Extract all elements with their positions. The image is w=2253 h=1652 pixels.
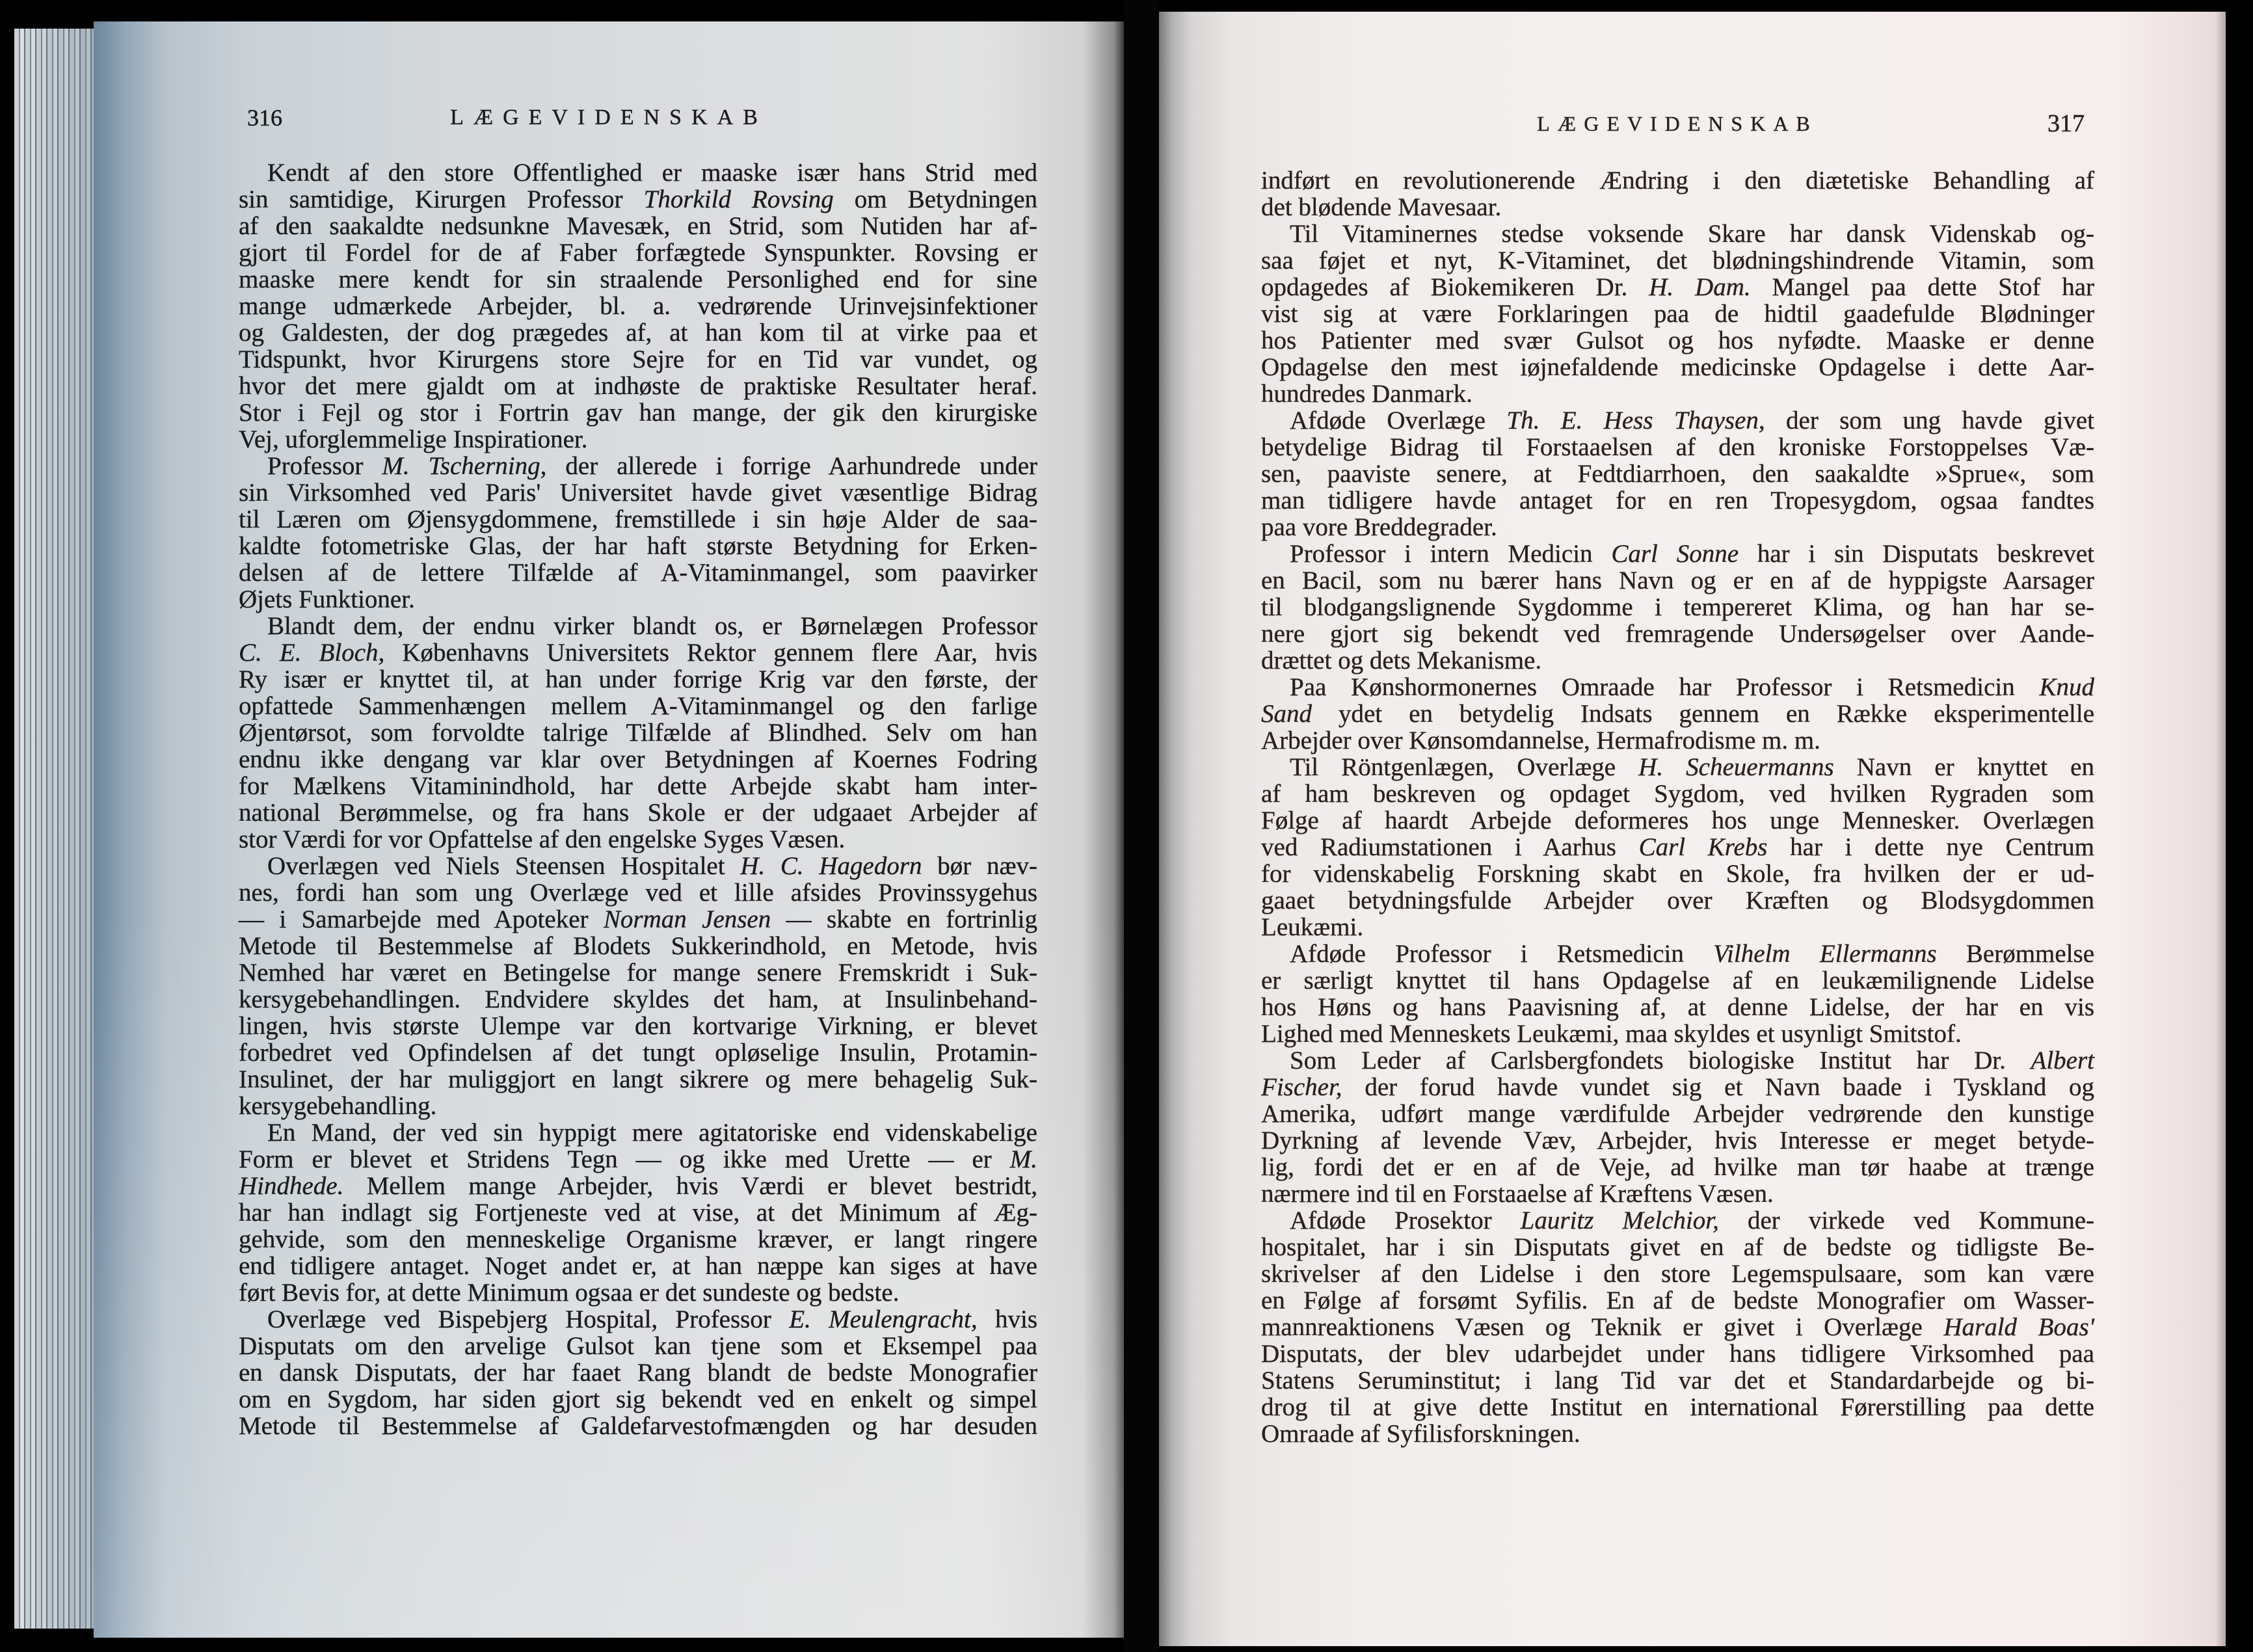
- text-run: sin samtidige, Kirurgen Professor: [239, 185, 644, 213]
- text-run: Overlægen ved Niels Steensen Hospitalet: [267, 852, 741, 880]
- text-run: Tidspunkt, hvor Kirurgens store Sejre for en Tid var vundet, og: [239, 345, 1037, 373]
- text-run: Amerika, udført mange værdifulde Arbejder vedrørende den kunstige: [1261, 1100, 2094, 1128]
- text-line: [1261, 1234, 2094, 1260]
- text-run: Professor: [267, 452, 382, 480]
- text-line: [239, 293, 1037, 319]
- text-line: [239, 906, 1037, 933]
- text-line: [239, 1199, 1037, 1226]
- text-run: indført en revolutionerende Ændring i den diætetiske Behandling af: [1261, 167, 2094, 194]
- paragraph: [239, 453, 1037, 613]
- italic-name: H. C. Hagedorn: [740, 852, 922, 880]
- text-line: [1261, 567, 2094, 594]
- page-number: 316: [247, 105, 282, 131]
- text-run: ført Bevis for, at dette Minimum ogsaa er det sundeste og bedste.: [239, 1279, 900, 1307]
- text-line: [239, 879, 1037, 906]
- text-line: [239, 773, 1037, 799]
- text-run: Disputats om den arvelige Gulsot kan tjene som et Eksempel paa: [239, 1332, 1037, 1360]
- text-run: mannreaktionens Væsen og Teknik er givet i Overlæge: [1261, 1313, 1944, 1341]
- text-line: [1261, 914, 2094, 940]
- text-run: En Mand, der ved sin hyppigt mere agitatoriske end videnskabelige: [267, 1119, 1037, 1147]
- text-line: [239, 319, 1037, 346]
- text-line: [239, 1066, 1037, 1093]
- text-run: om en Sygdom, har siden gjort sig bekendt ved en enkelt og simpel: [239, 1385, 1037, 1413]
- text-run: der allerede i forrige Aarhundrede under: [546, 452, 1037, 480]
- text-run: hundredes Danmark.: [1261, 380, 1473, 408]
- italic-name: M. Tscherning,: [382, 452, 547, 480]
- text-run: Berømmelse: [1936, 940, 2094, 968]
- text-run: Opdagelse den mest iøjnefaldende medicinske Opdagelse i dette Aar-: [1261, 353, 2094, 381]
- text-run: Navn er knyttet en: [1833, 753, 2094, 781]
- text-run: Nemhed har været en Betingelse for mange senere Fremskridt i Suk-: [239, 959, 1037, 987]
- text-line: [1261, 1394, 2094, 1420]
- text-line: [1261, 1287, 2094, 1314]
- italic-name: Albert: [2031, 1046, 2094, 1074]
- text-run: drættet og dets Mekanisme.: [1261, 646, 1542, 674]
- text-run: opfattede Sammenhængen mellem A-Vitaminmangel og den farlige: [239, 692, 1037, 720]
- text-line: [239, 799, 1037, 826]
- text-line: [239, 1146, 1037, 1173]
- paragraph: [1261, 220, 2094, 407]
- text-line: [1261, 487, 2094, 514]
- paragraph: [1261, 167, 2094, 220]
- text-run: af den saakaldte nedsunkne Mavesæk, en Strid, som Nutiden har af-: [239, 212, 1037, 240]
- text-line: [1261, 1127, 2094, 1154]
- text-run: saa føjet et nyt, K-Vitaminet, det blødningshindrende Vitamin, som: [1261, 246, 2094, 274]
- text-line: [239, 639, 1037, 666]
- paragraph: [1261, 540, 2094, 674]
- text-line: [239, 613, 1037, 639]
- text-line: [239, 426, 1037, 453]
- text-run: sin Virksomhed ved Paris' Universitet havde givet væsentlige Bidrag: [239, 479, 1037, 507]
- text-line: [1261, 647, 2094, 674]
- text-line: [1261, 194, 2094, 220]
- text-run: Til Röntgenlægen, Overlæge: [1290, 753, 1639, 781]
- text-line: [239, 559, 1037, 586]
- text-run: for videnskabelig Forskning skabt en Skole, fra hvilken der er ud-: [1261, 860, 2094, 888]
- paragraph: [1261, 1207, 2094, 1447]
- text-run: — i Samarbejde med Apoteker: [239, 905, 604, 933]
- text-line: [1261, 887, 2094, 914]
- text-line: [1261, 300, 2094, 327]
- text-line: [1261, 1154, 2094, 1180]
- text-run: Til Vitaminernes stedse voksende Skare har dansk Videnskab og-: [1290, 220, 2094, 248]
- text-run: gjort til Fordel for de af Faber forfægtede Synspunkter. Rovsing er: [239, 239, 1037, 267]
- text-run: end tidligere antaget. Noget andet er, at han næppe kan siges at have: [239, 1252, 1037, 1280]
- text-run: ydet en betydelig Indsats gennem en Række eksperimentelle: [1312, 700, 2094, 728]
- text-line: [239, 1039, 1037, 1066]
- text-run: en Følge af forsømt Syfilis. En af de bedste Monografier om Wasser-: [1261, 1286, 2094, 1314]
- paragraph: [1261, 754, 2094, 940]
- italic-name: Thorkild Rovsing: [643, 185, 834, 213]
- text-line: [1261, 407, 2094, 434]
- text-run: Følge af haardt Arbejde deformeres hos unge Mennesker. Overlægen: [1261, 806, 2094, 834]
- italic-name: Lauritz Melchior,: [1520, 1206, 1719, 1234]
- text-run: — skabte en fortrinlig: [771, 905, 1037, 933]
- text-line: [239, 826, 1037, 853]
- text-run: lig, fordi det er en af de Veje, ad hvilke man tør haabe at trænge: [1261, 1153, 2094, 1181]
- text-run: vist sig at være Forklaringen paa de hidtil gaadefulde Blødninger: [1261, 300, 2094, 328]
- text-run: en Bacil, som nu bærer hans Navn og er en af de hyppigste Aarsager: [1261, 566, 2094, 594]
- text-run: Metode til Bestemmelse af Blodets Sukkerindhold, en Metode, hvis: [239, 932, 1037, 960]
- text-run: Vej, uforglemmelige Inspirationer.: [239, 425, 588, 453]
- italic-name: Harald Boas': [1943, 1313, 2094, 1341]
- text-block: [239, 159, 1037, 1439]
- text-run: stor Værdi for vor Opfattelse af den engelske Syges Væsen.: [239, 825, 846, 853]
- text-line: [239, 506, 1037, 533]
- text-run: det blødende Mavesaar.: [1261, 193, 1502, 221]
- paragraph: [1261, 940, 2094, 1047]
- text-line: [1261, 780, 2094, 807]
- text-line: [1261, 274, 2094, 300]
- text-run: en dansk Disputats, der har faaet Rang blandt de bedste Monografier: [239, 1359, 1037, 1387]
- text-run: man tidligere havde antaget for en ren Tropesygdom, ogsaa fandtes: [1261, 486, 2094, 514]
- italic-name: H. Scheuermanns: [1638, 753, 1834, 781]
- right-page: [1159, 12, 2226, 1646]
- text-line: [239, 1013, 1037, 1039]
- text-run: gaaet betydningsfulde Arbejder over Kræften og Blodsygdommen: [1261, 886, 2094, 914]
- italic-name: Carl Sonne: [1611, 540, 1739, 568]
- italic-name: Sand: [1261, 700, 1312, 728]
- text-line: [1261, 620, 2094, 647]
- text-line: [239, 186, 1037, 213]
- text-run: Form er blevet et Stridens Tegn — og ikke med Urette — er: [239, 1145, 1010, 1173]
- text-run: Blandt dem, der endnu virker blandt os, er Børnelægen Professor: [267, 612, 1037, 640]
- text-line: [239, 213, 1037, 239]
- text-run: Ry især er knyttet til, at han under forrige Krig var den første, der: [239, 665, 1037, 693]
- text-line: [239, 1333, 1037, 1359]
- text-line: [239, 586, 1037, 613]
- text-run: nærmere ind til en Forstaaelse af Kræftens Væsen.: [1261, 1180, 1774, 1208]
- text-line: [239, 239, 1037, 266]
- text-run: bør næv-: [922, 852, 1037, 880]
- paragraph: [239, 159, 1037, 453]
- text-line: [239, 1413, 1037, 1439]
- text-line: [239, 346, 1037, 373]
- text-line: [1261, 1340, 2094, 1367]
- paragraph: [239, 1306, 1037, 1439]
- text-run: Stor i Fejl og stor i Fortrin gav han mange, der gik den kirurgiske: [239, 399, 1037, 427]
- text-line: [239, 1119, 1037, 1146]
- text-line: [239, 986, 1037, 1013]
- italic-name: Vilhelm Ellermanns: [1713, 940, 1937, 968]
- text-run: for Mælkens Vitaminindhold, har dette Arbejde skabt ham inter-: [239, 772, 1037, 800]
- text-run: der virkede ved Kommune-: [1718, 1206, 2095, 1234]
- text-line: [239, 1093, 1037, 1119]
- text-run: Omraade af Syfilisforskningen.: [1261, 1420, 1580, 1448]
- text-line: [1261, 1047, 2094, 1074]
- text-line: [239, 266, 1037, 293]
- text-run: af ham beskreven og opdaget Sygdom, ved hvilken Rygraden som: [1261, 780, 2094, 808]
- text-line: [239, 959, 1037, 986]
- text-run: Professor i intern Medicin: [1290, 540, 1612, 568]
- text-run: til Læren om Øjensygdommene, fremstillede i sin høje Alder de saa-: [239, 505, 1037, 533]
- text-block: [1261, 167, 2094, 1447]
- text-run: har i dette nye Centrum: [1767, 833, 2094, 861]
- text-line: [239, 1359, 1037, 1386]
- text-line: [1261, 514, 2094, 540]
- text-run: og Galdesten, der dog prægedes af, at han kom til at virke paa et: [239, 319, 1037, 347]
- text-run: kersygebehandlingen. Endvidere skyldes det ham, at Insulinbehand-: [239, 985, 1037, 1013]
- text-line: [1261, 167, 2094, 194]
- text-line: [1261, 1420, 2094, 1447]
- text-line: [1261, 807, 2094, 834]
- text-line: [239, 453, 1037, 479]
- text-run: Afdøde Professor i Retsmedicin: [1290, 940, 1714, 968]
- text-run: Overlæge ved Bispebjerg Hospital, Professor: [267, 1305, 790, 1333]
- text-run: Insulinet, der har muliggjort en langt sikrere og mere behagelig Suk-: [239, 1065, 1037, 1093]
- text-line: [239, 373, 1037, 399]
- text-line: [1261, 1100, 2094, 1127]
- text-line: [1261, 540, 2094, 567]
- text-line: [1261, 1074, 2094, 1100]
- text-line: [1261, 247, 2094, 274]
- text-line: [1261, 1367, 2094, 1394]
- text-line: [239, 666, 1037, 693]
- text-run: skrivelser af den Lidelse i den store Legemspulsaare, som kan være: [1261, 1260, 2094, 1288]
- text-line: [1261, 940, 2094, 967]
- italic-name: M.: [1009, 1145, 1037, 1173]
- text-line: [1261, 674, 2094, 700]
- page-number: 317: [2047, 110, 2085, 137]
- text-line: [1261, 1207, 2094, 1234]
- text-line: [1261, 1260, 2094, 1287]
- italic-name: Hindhede.: [239, 1172, 344, 1200]
- text-line: [1261, 1020, 2094, 1047]
- text-line: [1261, 727, 2094, 754]
- text-run: national Berømmelse, og fra hans Skole er der udgaaet Arbejder af: [239, 799, 1037, 827]
- text-run: drog til at give dette Institut en international Førerstilling paa dette: [1261, 1393, 2094, 1421]
- text-line: [239, 1306, 1037, 1333]
- text-run: mange udmærkede Arbejder, bl. a. vedrørende Urinvejsinfektioner: [239, 292, 1037, 320]
- text-run: Mangel paa dette Stof har: [1750, 273, 2095, 301]
- text-line: [1261, 700, 2094, 727]
- text-run: hvis: [977, 1305, 1038, 1333]
- text-line: [239, 853, 1037, 879]
- text-run: lingen, hvis største Ulempe var den kortvarige Virkning, er blevet: [239, 1012, 1037, 1040]
- text-run: sen, paaviste senere, at Fedtdiarrhoen, den saakaldte »Sprue«, som: [1261, 460, 2094, 488]
- text-line: [1261, 1314, 2094, 1340]
- text-line: [239, 159, 1037, 186]
- running-header: LÆGEVIDENSKAB: [450, 105, 767, 129]
- text-run: Statens Seruminstitut; i lang Tid var det et Standardarbejde og bi-: [1261, 1366, 2094, 1394]
- text-run: Disputats, der blev udarbejdet under hans tidligere Virksomhed paa: [1261, 1340, 2094, 1368]
- text-line: [1261, 220, 2094, 247]
- page-edges: [14, 29, 95, 1629]
- running-header: LÆGEVIDENSKAB: [1537, 112, 1818, 135]
- text-run: hospitalet, har i sin Disputats givet en af de bedste og tidligste Be-: [1261, 1233, 2094, 1261]
- gutter: [1124, 0, 1159, 1652]
- text-run: nere gjort sig bekendt ved fremragende Undersøgelser over Aande-: [1261, 620, 2094, 648]
- text-run: paa vore Breddegrader.: [1261, 513, 1497, 541]
- text-line: [1261, 594, 2094, 620]
- text-line: [1261, 754, 2094, 780]
- italic-name: C. E. Bloch,: [239, 639, 385, 667]
- text-run: der forud havde vundet sig et Navn baade i Tyskland og: [1342, 1073, 2094, 1101]
- text-run: hos Patienter med svær Gulsot og hos nyfødte. Maaske er denne: [1261, 326, 2094, 354]
- text-line: [239, 693, 1037, 719]
- text-run: delsen af de lettere Tilfælde af A-Vitaminmangel, som paavirker: [239, 559, 1037, 587]
- text-line: [1261, 994, 2094, 1020]
- text-run: forbedret ved Opfindelsen af det tungt opløselige Insulin, Protamin-: [239, 1039, 1037, 1067]
- text-run: Øjets Funktioner.: [239, 585, 415, 613]
- text-run: Kendt af den store Offentlighed er maaske især hans Strid med: [267, 159, 1037, 187]
- paragraph: [239, 853, 1037, 1119]
- text-run: hos Høns og hans Paavisning af, at denne Lidelse, der har en vis: [1261, 993, 2094, 1021]
- text-run: ved Radiumstationen i Aarhus: [1261, 833, 1639, 861]
- text-line: [239, 1226, 1037, 1253]
- text-run: Københavns Universitets Rektor gennem flere Aar, hvis: [384, 639, 1037, 667]
- italic-name: Fischer,: [1261, 1073, 1342, 1101]
- text-line: [239, 719, 1037, 746]
- paragraph: [1261, 407, 2094, 540]
- text-line: [1261, 354, 2094, 380]
- text-line: [1261, 1180, 2094, 1207]
- text-run: Afdøde Overlæge: [1290, 406, 1507, 434]
- italic-name: Norman Jensen: [603, 905, 771, 933]
- text-run: om Betydningen: [833, 185, 1037, 213]
- text-line: [1261, 434, 2094, 460]
- text-run: betydelige Bidrag til Forstaaelsen af den kroniske Forstoppelses Væ-: [1261, 433, 2094, 461]
- text-run: Leukæmi.: [1261, 913, 1364, 941]
- paragraph: [239, 1119, 1037, 1306]
- text-run: er særligt knyttet til hans Opdagelse af en leukæmilignende Lidelse: [1261, 966, 2094, 994]
- text-line: [239, 399, 1037, 426]
- italic-name: Th. E. Hess Thaysen,: [1506, 406, 1765, 434]
- italic-name: Knud: [2039, 673, 2094, 701]
- paragraph: [239, 613, 1037, 853]
- left-page: [94, 21, 1124, 1638]
- italic-name: H. Dam.: [1649, 273, 1751, 301]
- text-run: maaske mere kendt for sin straalende Personlighed end for sine: [239, 265, 1037, 293]
- text-run: Paa Kønshormonernes Omraade har Professor i Retsmedicin: [1290, 673, 2040, 701]
- text-run: der som ung havde givet: [1765, 406, 2094, 434]
- italic-name: E. Meulengracht,: [789, 1305, 978, 1333]
- text-run: til blodgangslignende Sygdomme i tempereret Klima, og han har se-: [1261, 593, 2094, 621]
- text-line: [1261, 380, 2094, 407]
- text-run: har han indlagt sig Fortjeneste ved at vise, at det Minimum af Æg-: [239, 1199, 1037, 1227]
- text-line: [1261, 967, 2094, 994]
- text-run: hvor det mere gjaldt om at indhøste de praktiske Resultater heraf.: [239, 372, 1037, 400]
- text-run: Arbejder over Kønsomdannelse, Hermafrodisme m. m.: [1261, 726, 1820, 754]
- text-line: [239, 533, 1037, 559]
- text-run: har i sin Disputats beskrevet: [1739, 540, 2094, 568]
- text-line: [1261, 860, 2094, 887]
- paragraph: [1261, 674, 2094, 754]
- text-run: nes, fordi han som ung Overlæge ved et lille afsides Provinssygehus: [239, 879, 1037, 907]
- paragraph: [1261, 1047, 2094, 1207]
- text-run: opdagedes af Biokemikeren Dr.: [1261, 273, 1649, 301]
- text-line: [1261, 327, 2094, 354]
- text-line: [239, 479, 1037, 506]
- text-run: endnu ikke dengang var klar over Betydningen af Koernes Fodring: [239, 745, 1037, 773]
- italic-name: Carl Krebs: [1638, 833, 1768, 861]
- text-run: Mellem mange Arbejder, hvis Værdi er blevet bestridt,: [343, 1172, 1037, 1200]
- text-line: [239, 1279, 1037, 1306]
- text-line: [239, 1253, 1037, 1279]
- text-run: Metode til Bestemmelse af Galdefarvestofmængden og har desuden: [239, 1412, 1037, 1440]
- text-line: [1261, 834, 2094, 860]
- text-line: [239, 1386, 1037, 1413]
- text-run: Lighed med Menneskets Leukæmi, maa skyldes et usynligt Smitstof.: [1261, 1020, 1962, 1048]
- text-run: Øjentørsot, som forvoldte talrige Tilfælde af Blindhed. Selv om han: [239, 719, 1037, 747]
- text-line: [239, 1173, 1037, 1199]
- text-run: Dyrkning af levende Væv, Arbejder, hvis Interesse er meget betyde-: [1261, 1126, 2094, 1154]
- text-line: [1261, 460, 2094, 487]
- text-run: gehvide, som den menneskelige Organisme kræver, er langt ringere: [239, 1225, 1037, 1253]
- text-run: kaldte fotometriske Glas, der har haft største Betydning for Erken-: [239, 532, 1037, 560]
- text-line: [239, 746, 1037, 773]
- text-run: kersygebehandling.: [239, 1092, 437, 1120]
- text-line: [239, 933, 1037, 959]
- text-run: Som Leder af Carlsbergfondets biologiske Institut har Dr.: [1290, 1046, 2031, 1074]
- text-run: Afdøde Prosektor: [1290, 1206, 1521, 1234]
